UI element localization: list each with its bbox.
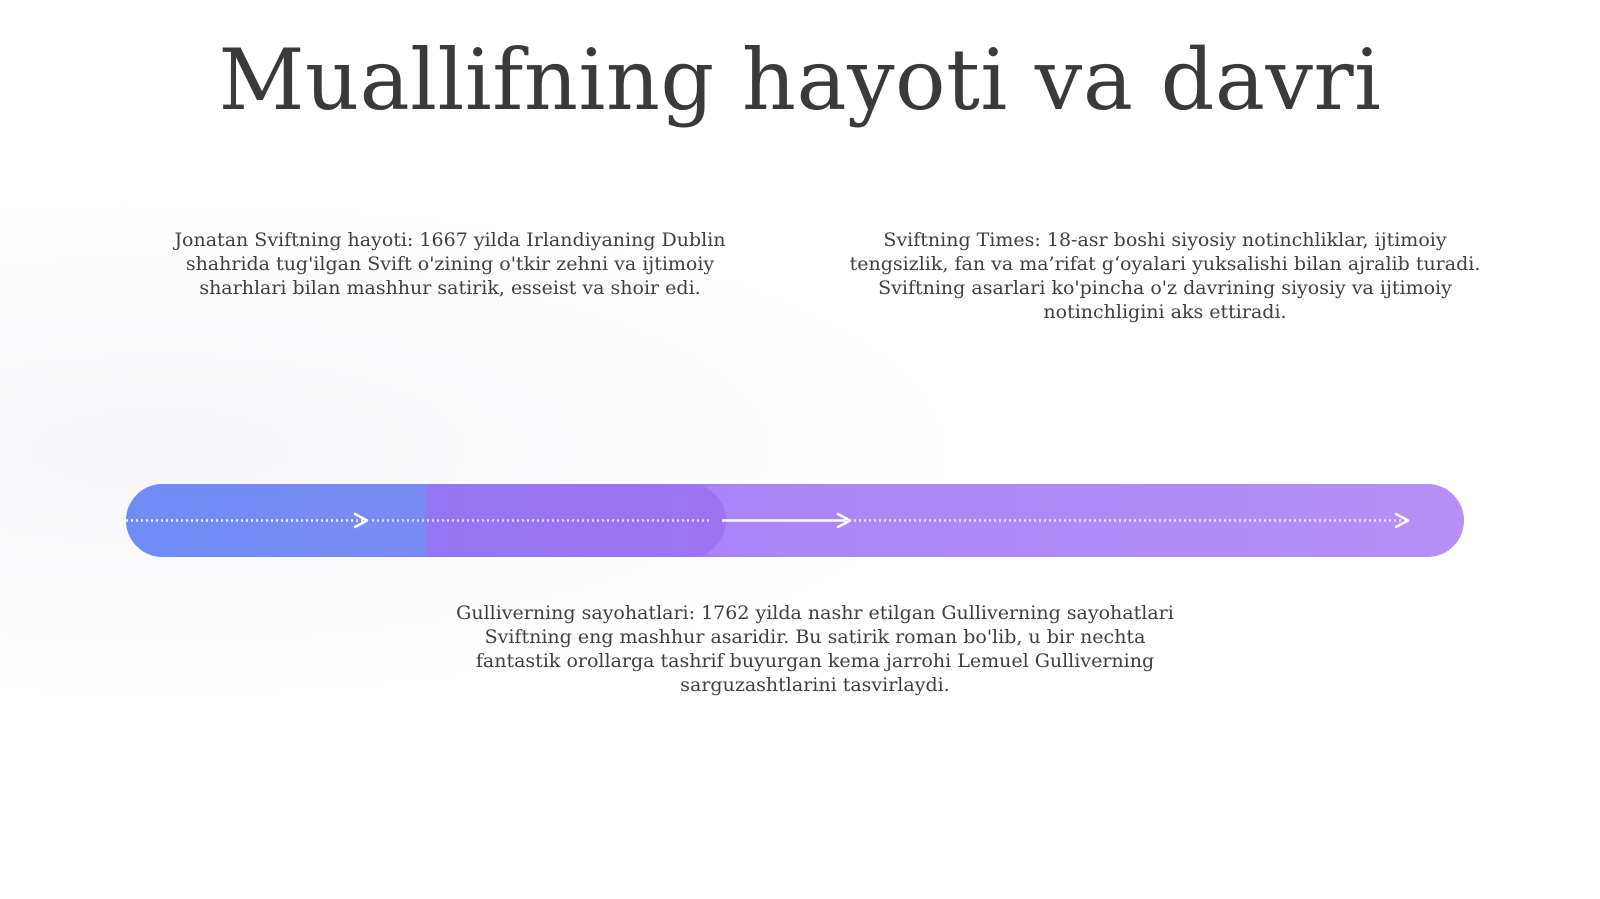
text-block-gulliver: Gulliverning sayohatlari: 1762 yilda nashr etilgan Gulliverning sayohatlari Sviftning eng mashhur asaridir. Bu satirik roman bo'lib, u bir nechta fantastik orollarga tashrif buyurgan kema jarrohi Lemuel Gulliverning sarguzashtlarini tasvirlaydi. (456, 602, 1174, 696)
slide-title: Muallifning hayoti va davri (218, 31, 1382, 129)
arrow-right-icon (1396, 514, 1408, 527)
text-block-times: Sviftning Times: 18-asr boshi siyosiy notinchliklar, ijtimoiy tengsizlik, fan va ma’rifat g‘oyalari yuksalishi bilan ajralib turadi. Sviftning asarlari ko'pincha o'z davrining siyosiy va ijtimoiy notinchligini aks ettiradi. (849, 229, 1481, 323)
timeline-bar (126, 484, 1464, 557)
timeline-arrows (126, 484, 1464, 557)
text-block-life: Jonatan Sviftning hayoti: 1667 yilda Irlandiyaning Dublin shahrida tug'ilgan Svift o'zining o'tkir zehni va ijtimoiy sharhlari bilan mashhur satirik, esseist va shoir edi. (174, 229, 726, 299)
